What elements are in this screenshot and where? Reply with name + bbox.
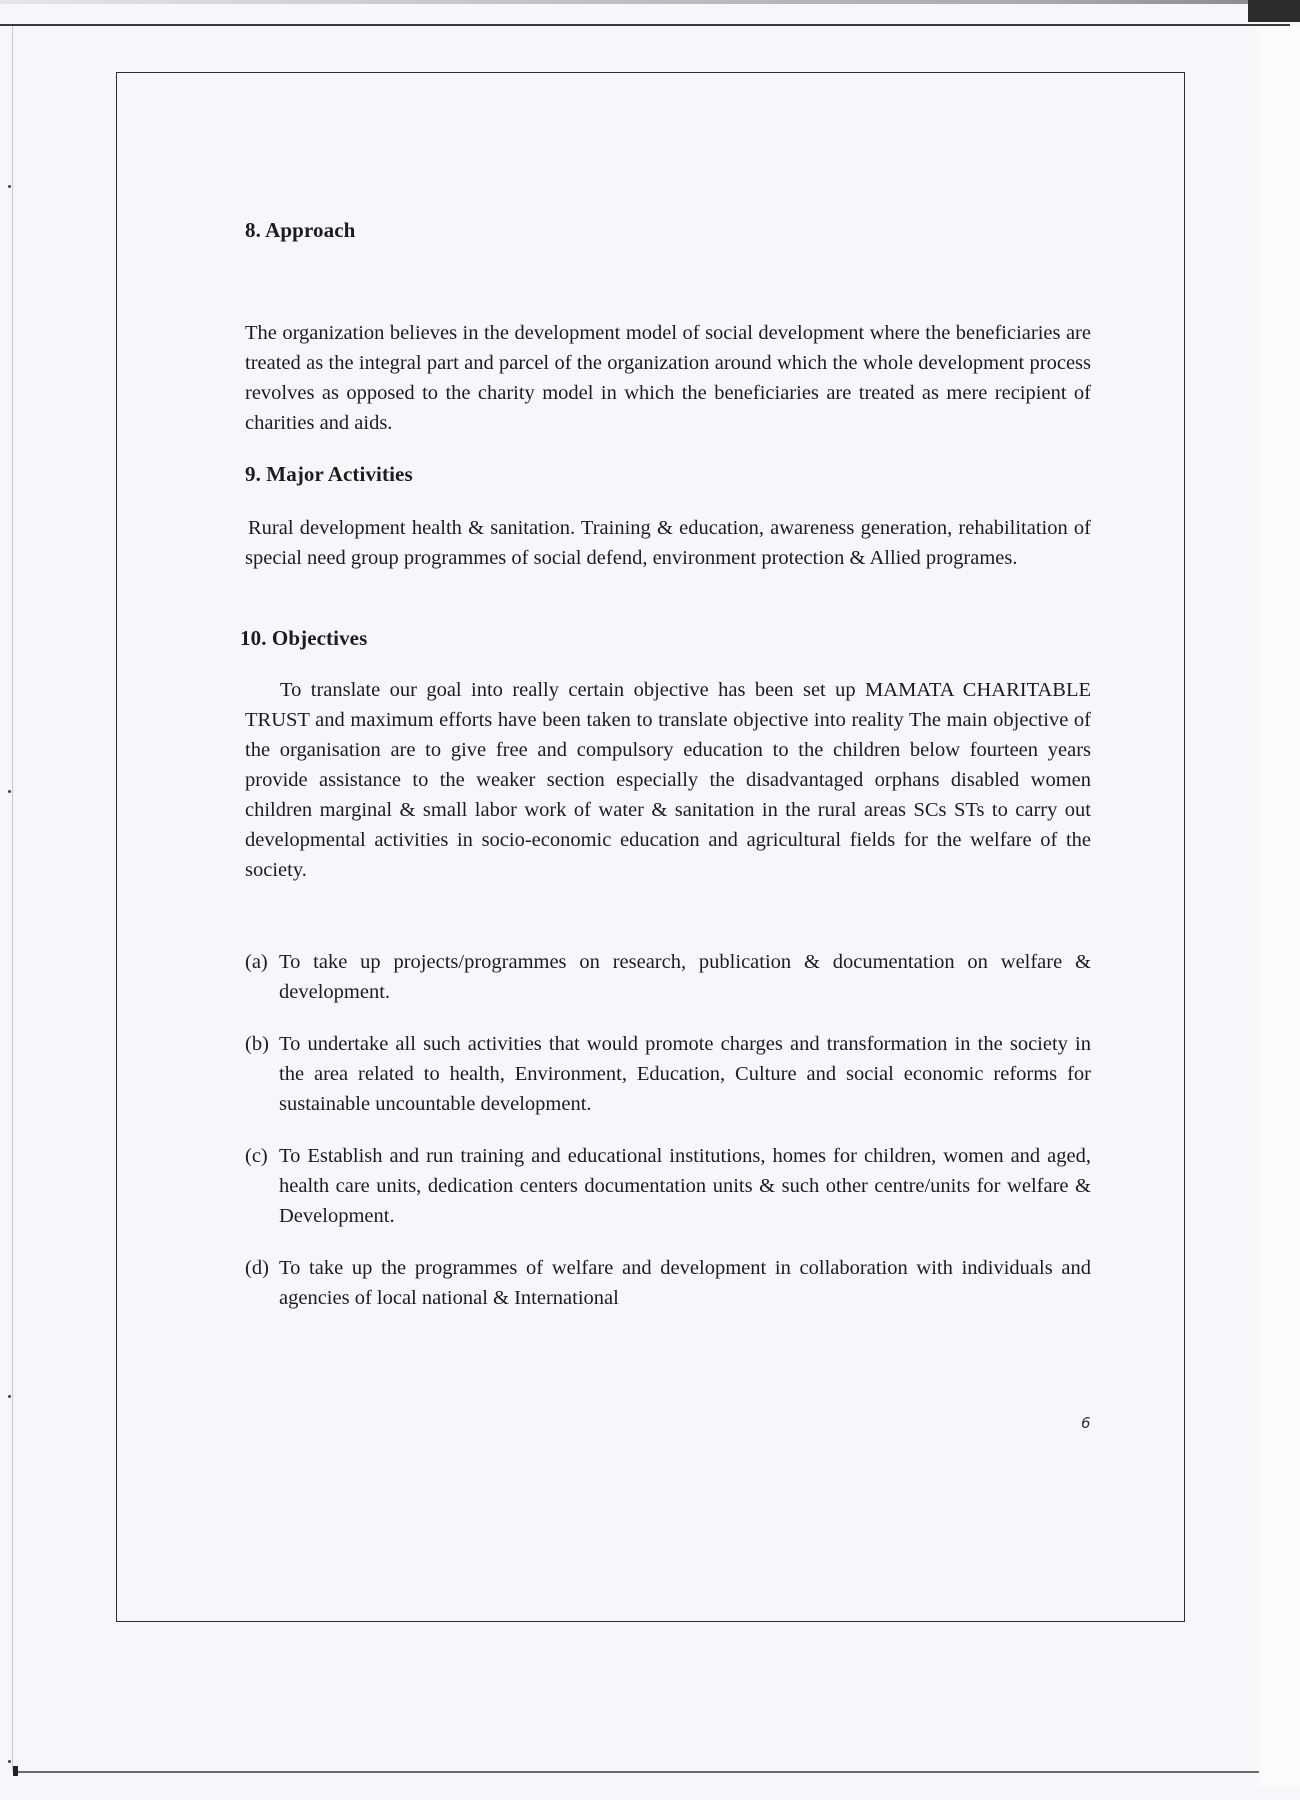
objective-text: To take up projects/programmes on research, publication & documentation on welfare & development. — [279, 951, 1091, 1003]
section-heading-major-activities: 9. Major Activities — [245, 462, 413, 486]
scan-speck — [8, 790, 11, 793]
scan-top-line — [0, 24, 1290, 26]
objective-text: To take up the programmes of welfare and development in collaboration with individuals and agencies of local national & International — [279, 1257, 1091, 1309]
section-body-major-activities: Rural development health & sanitation. Training & education, awareness generation, rehabilitation of special need group programmes of social defend, environment protection & Allied programes. — [245, 517, 1091, 569]
objective-item-d — [245, 1253, 1091, 1313]
section-body-approach: The organization believes in the development model of social development where the beneficiaries are treated as the integral part and parcel of the organization around which the whole development process revolves as opposed to the charity model in which the beneficiaries are treated as mere recipient of charities and aids. — [245, 322, 1091, 434]
paper-bottom-edge — [14, 1771, 1259, 1773]
section-heading-approach: 8. Approach — [245, 218, 356, 242]
scan-speck — [8, 185, 11, 188]
list-marker: (b) — [245, 1033, 269, 1055]
page-number: 6 — [1081, 1414, 1091, 1432]
scan-speck — [8, 1760, 11, 1763]
scan-speck — [8, 1395, 11, 1398]
objective-item-a — [245, 947, 1091, 1007]
paper-left-edge — [12, 26, 13, 1771]
scan-shadow — [1248, 0, 1300, 22]
objective-text: To undertake all such activities that would promote charges and transformation in the society in the area related to health, Environment, Education, Culture and social economic reforms for sustainable uncountable development. — [279, 1033, 1091, 1115]
list-marker: (d) — [245, 1257, 269, 1279]
objective-text: To Establish and run training and educational institutions, homes for children, women and aged, health care units, dedication centers documentation units & such other centre/units for welfare & Development. — [279, 1145, 1091, 1227]
scan-mark — [13, 1766, 18, 1776]
objective-item-b — [245, 1029, 1091, 1119]
section-heading-objectives: 10. Objectives — [240, 626, 368, 650]
objective-item-c — [245, 1141, 1091, 1231]
section-body-objectives: To translate our goal into really certain objective has been set up MAMATA CHARITABLE TRUST and maximum efforts have been taken to translate objective into reality The main objective of the organisation are to give free and compulsory education to the children below fourteen years provide assistance to the weaker section especially the disadvantaged orphans disabled women children marginal & small labor work of water & sanitation in the rural areas SCs STs to carry out developmental activities in socio-economic education and agricultural fields for the welfare of the society. — [245, 679, 1091, 881]
scan-top-edge — [0, 0, 1300, 4]
paper-right-margin — [1257, 26, 1300, 1786]
list-marker: (a) — [245, 951, 268, 973]
list-marker: (c) — [245, 1145, 268, 1167]
